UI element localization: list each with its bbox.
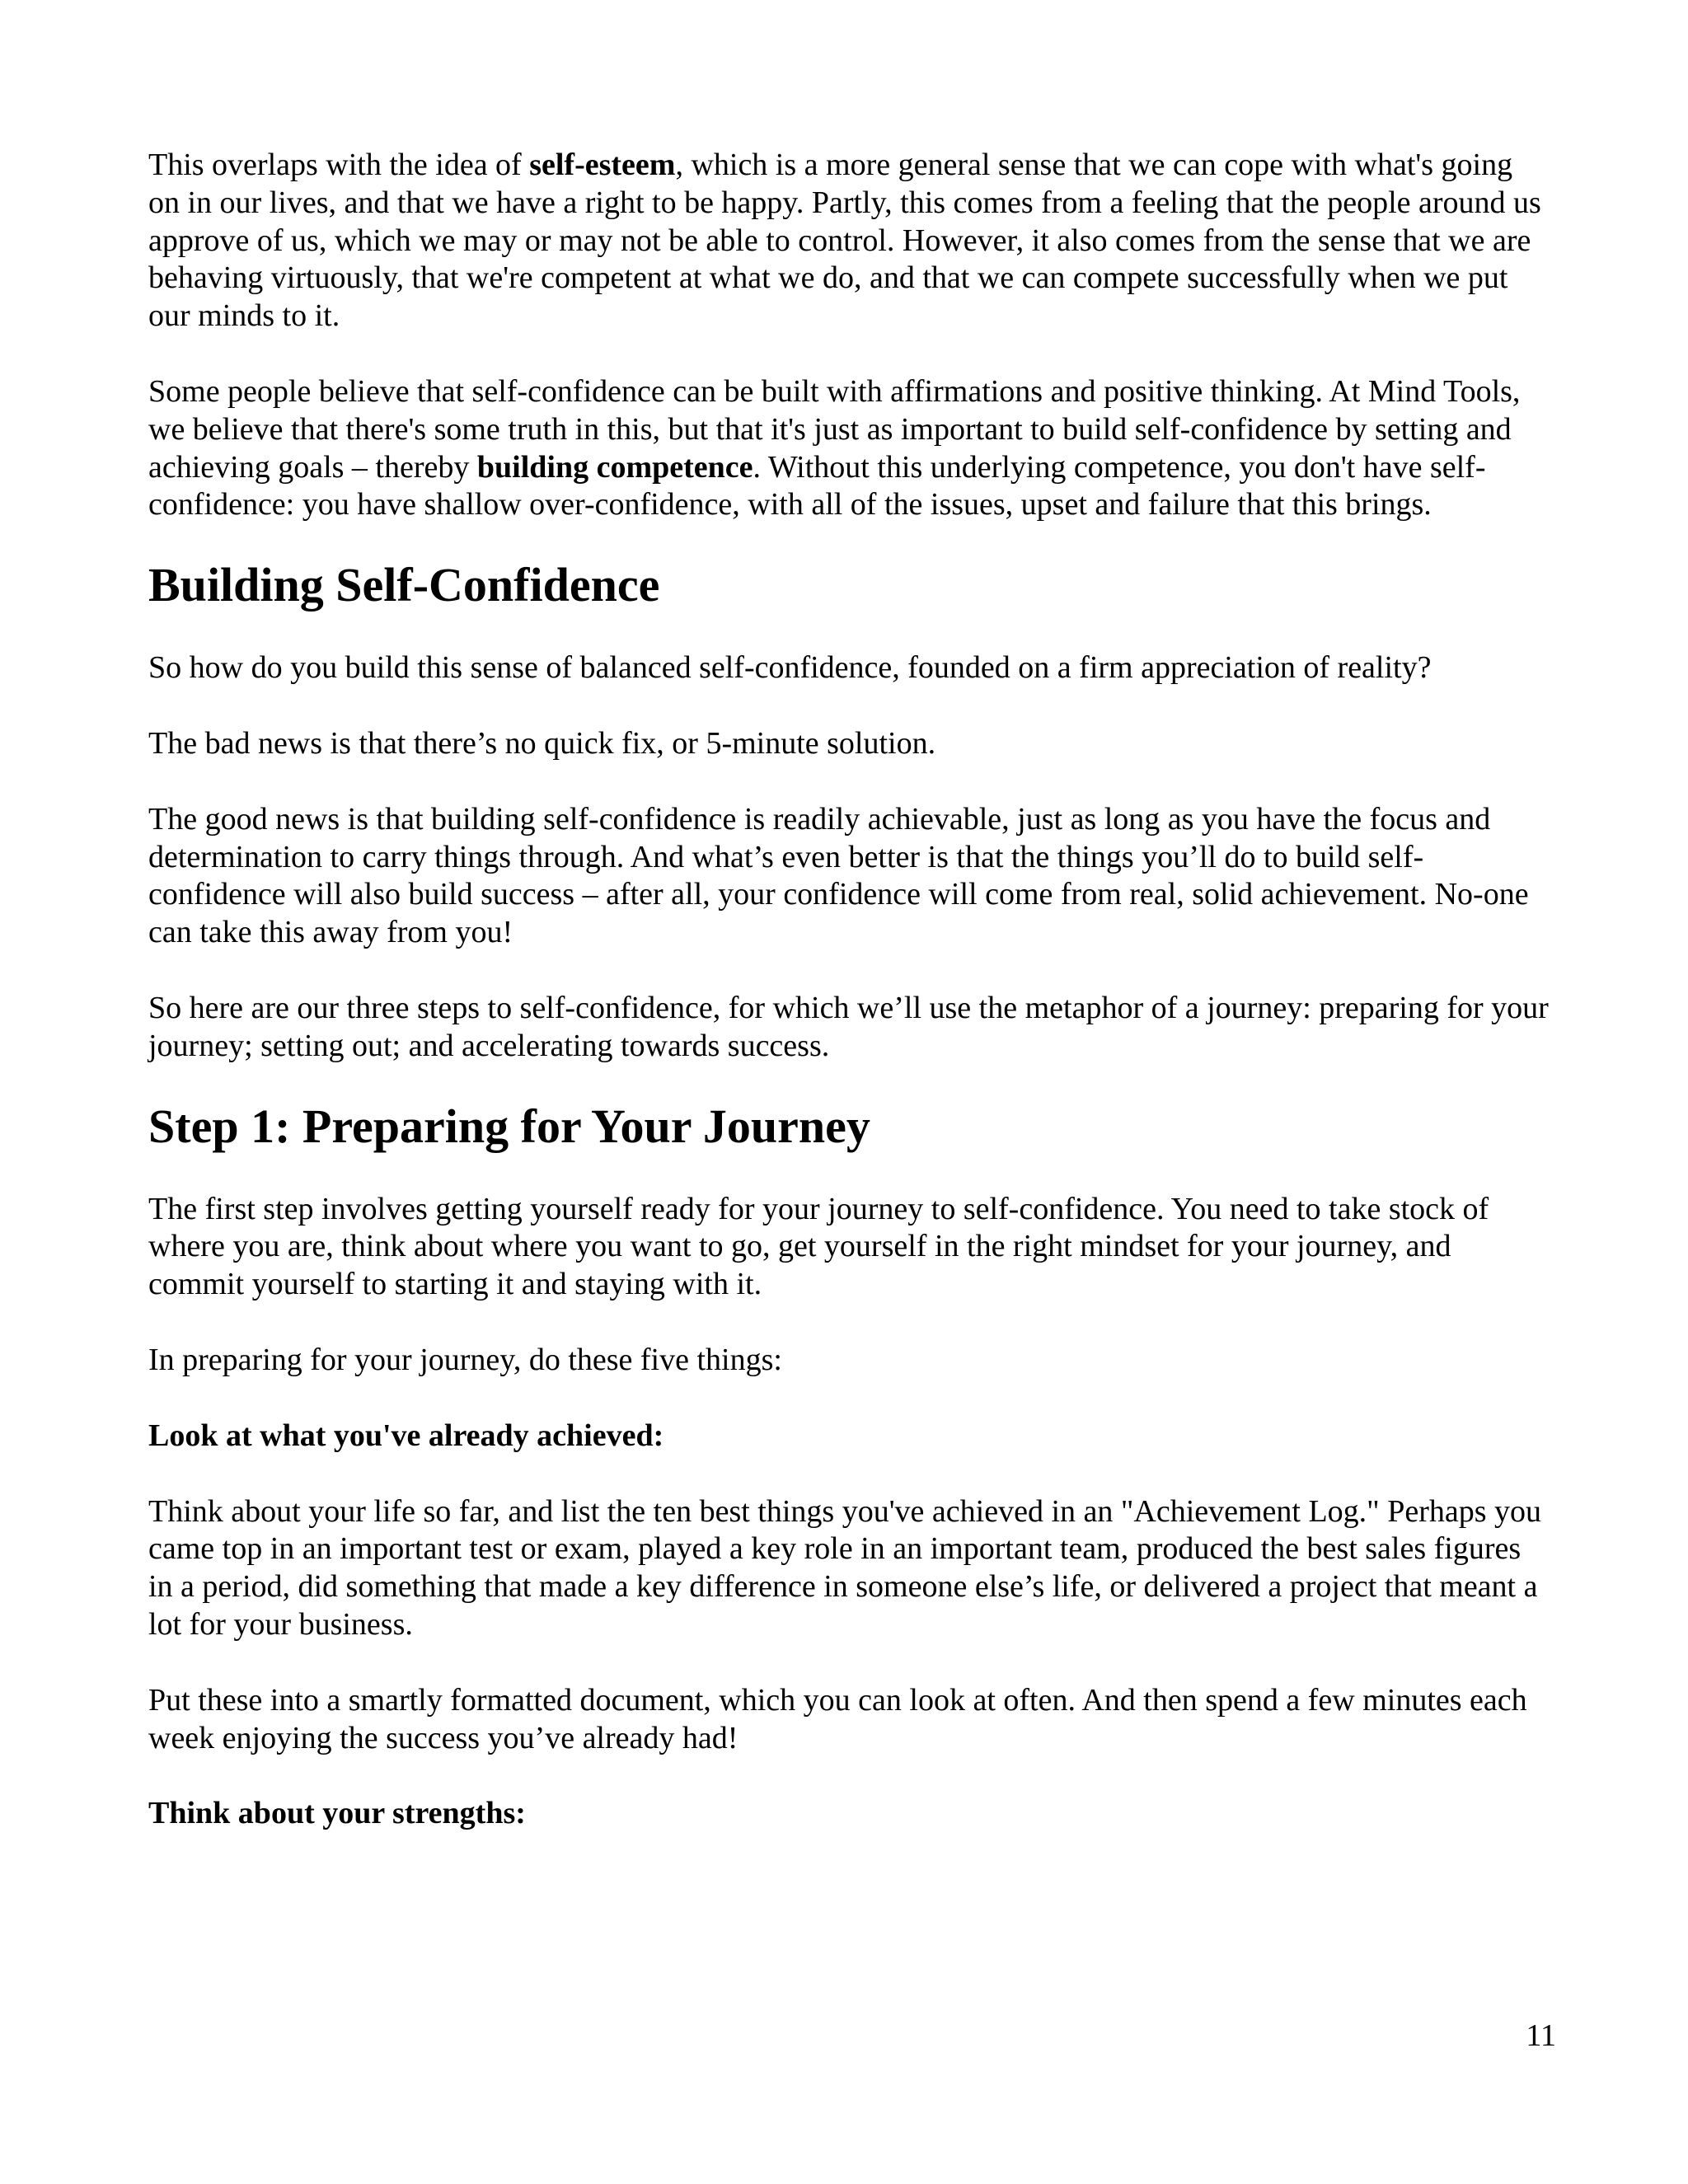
page-number: 11 (1526, 2018, 1556, 2053)
paragraph-formatted-document: Put these into a smartly formatted document, which you can look at often. And then spend a few minutes each week enjoying the success you’ve already had! (148, 1682, 1527, 1755)
text-run: This overlaps with the idea of (148, 148, 530, 182)
paragraph-good-news: The good news is that building self-confidence is readily achievable, just as long as you have the focus and determination to carry things through. And what’s even better is that the things you’ll do to build self-confidence will also build success – after all, your confidence will come from real, solid achievement. No-one can take this away from you! (148, 801, 1529, 950)
subheading-strengths: Think about your strengths: (148, 1796, 526, 1831)
bold-term-building-competence: building competence (476, 449, 753, 485)
subheading-already-achieved: Look at what you've already achieved: (148, 1418, 664, 1453)
paragraph-first-step: The first step involves getting yourself ready for your journey to self-confidence. You need to take stock of where you are, think about where you want to go, get yourself in the right mindset for your journey, and commit yourself to starting it and staying with it. (148, 1191, 1489, 1302)
paragraph-five-things: In preparing for your journey, do these five things: (148, 1342, 782, 1377)
text-run: Some people believe that self-confidence can be built with affirmations and positive thinking. At Mind Tools, we believe that there's some truth in this, but that it's just as important to build self-confidence by setting and achieving goals – thereby (148, 373, 1521, 485)
bold-term-self-esteem: self-esteem (529, 148, 676, 182)
paragraph-affirmations (148, 373, 1550, 524)
heading-building-self-confidence: Building Self-Confidence (148, 558, 660, 612)
page-content (148, 147, 1550, 1871)
heading-step-1: Step 1: Preparing for Your Journey (148, 1099, 870, 1153)
text-run: . Without this underlying competence, you don't have self-confidence: you have shallow over-confidence, with all of the issues, upset and failure that this brings. (148, 449, 1486, 523)
paragraph-achievement-log: Think about your life so far, and list the ten best things you've achieved in an "Achievement Log." Perhaps you came top in an important test or exam, played a key role in an important team, produced the best sales figures in a period, did something that made a key difference in someone else’s life, or delivered a project that meant a lot for your business. (148, 1493, 1541, 1642)
paragraph-how-to-build: So how do you build this sense of balanced self-confidence, founded on a firm appreciation of reality? (148, 650, 1432, 686)
text-run: , which is a more general sense that we can cope with what's going on in our lives, and that we have a right to be happy. Partly, this comes from a feeling that the people around us approve of us, which we may or may not be able to control. However, it also comes from the sense that we are behaving virtuously, that we're competent at what we do, and that we can compete successfully when we put our minds to it. (148, 148, 1541, 334)
paragraph-three-steps: So here are our three steps to self-confidence, for which we’ll use the metaphor of a journey: preparing for your journey; setting out; and accelerating towards success. (148, 990, 1549, 1063)
paragraph-bad-news: The bad news is that there’s no quick fix, or 5-minute solution. (148, 725, 936, 761)
paragraph-self-esteem (148, 147, 1550, 335)
